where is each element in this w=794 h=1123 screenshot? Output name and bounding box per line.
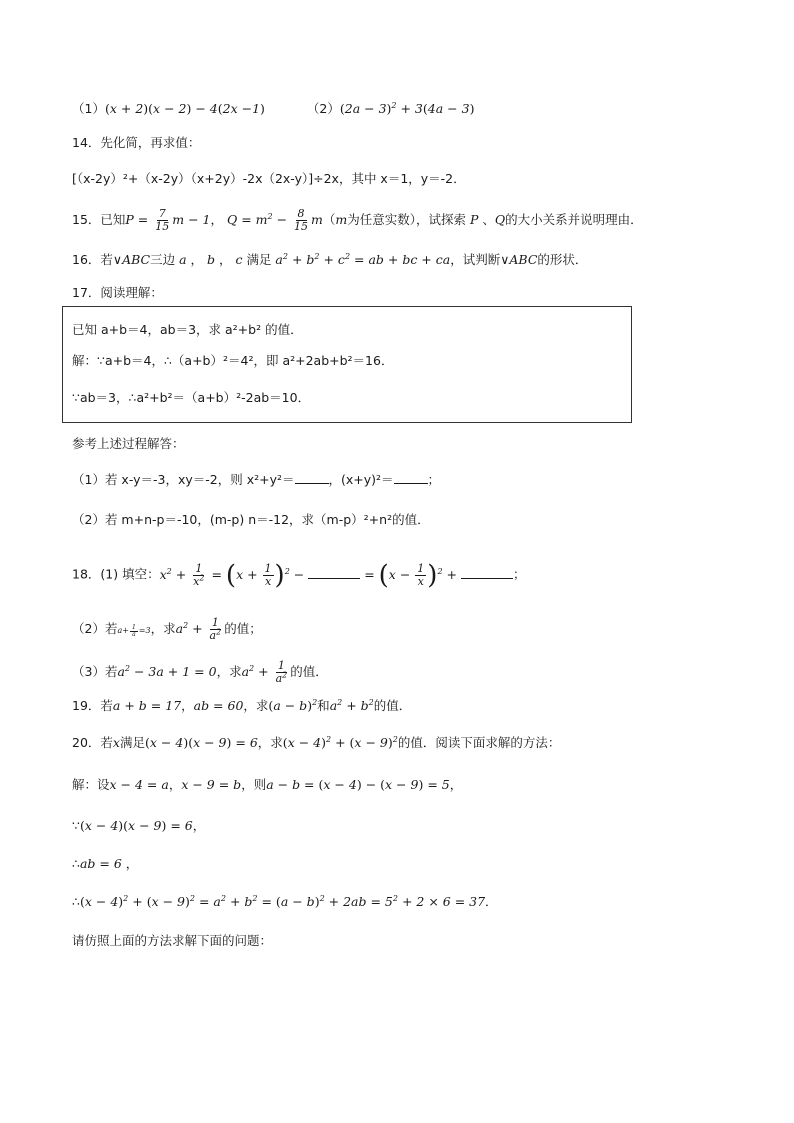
problem-20-condition: (x − 4)(x − 9) = 6 (144, 735, 258, 750)
problem-18-q2-text: ，求 (150, 621, 176, 636)
punctuation: ， (125, 856, 139, 871)
problem-17-q2: （2）若 m+n-p＝-10，(m-p) n＝-12，求（m-p）²+n²的值． (72, 512, 430, 527)
problem-16-text: ， (190, 252, 204, 267)
problem-15-line: 15．已知P = $\frac{7}{15}$ m − 1， $Q = m^2$ − $\frac{8}{15}$ m（m为任意实数），试探索 P 、Q的大小关系并说明理由． (72, 207, 643, 233)
problem-20-solution-label: 解：设 (72, 777, 110, 792)
problem-16-text: ，试判断 (450, 252, 501, 267)
problem-17-q1-text: ； (427, 472, 441, 487)
problem-18-q1-end: ； (512, 566, 526, 582)
problem-18-q3-text: （3）若 (72, 664, 118, 679)
problem-16-text: 三边 (150, 252, 176, 267)
problem-20-text: ， (168, 777, 182, 792)
problem-18-q2-text: 的值； (224, 621, 262, 636)
var-m: m (335, 212, 348, 227)
problem-17-q1-text: （1）若 x-y＝-3，xy＝-2，则 x²+y²＝ (72, 472, 295, 487)
problem-20-line (72, 734, 560, 752)
problem-19-text: 的值． (373, 698, 412, 713)
problem-19-text: ，求 (243, 698, 269, 713)
problem-20-solution-3 (72, 855, 138, 873)
problem-13-expr-2: $(2a - 3)^2 + 3(4a - 3)$ (339, 100, 475, 116)
sub-b: x − 9 = b (181, 777, 242, 792)
answer-blank[interactable] (295, 483, 329, 484)
ab-value: ab = 6 (79, 856, 122, 871)
problem-19-condition-1: a + b = 17 (112, 698, 182, 713)
problem-18-q2-target: $a^2$ + $\frac{1}{a^2}$ (175, 616, 222, 642)
var-a: a (175, 252, 191, 267)
problem-17-q1-text: ，(x+y)²＝ (328, 472, 394, 487)
expr-Q-definition: $Q = m^2$ − $\frac{8}{15}$ m (226, 207, 323, 233)
a-minus-b: a − b = (x − 4) − (x − 9) = 5 (266, 777, 450, 792)
problem-18-q1-label: 18．(1) 填空： (72, 566, 160, 582)
var-P: P (466, 212, 483, 227)
problem-17-title: 17．阅读理解： (72, 285, 163, 300)
var-c: c (231, 252, 247, 267)
problem-16-text: 的形状． (537, 252, 588, 267)
problem-18-q3 (72, 660, 328, 685)
problem-16-text: 满足 (246, 252, 272, 267)
problem-15-label: 15．已知 (72, 212, 126, 227)
problem-18-q1 (72, 562, 525, 588)
problem-20-instruction: 请仿照上面的方法求解下面的问题： (72, 933, 273, 948)
reading-box-line-1: 已知 a+b＝4，ab＝3，求 a²+b² 的值． (72, 322, 303, 337)
problem-18-identity-2: = (x − $\frac{1}{x}$ )$^2$ + (360, 560, 461, 590)
given-product: (x − 4)(x − 9) = 6 (79, 818, 193, 833)
problem-20-target: $(x - 4)^2 + (x - 9)^2$ (282, 734, 398, 750)
therefore-symbol: ∴ (72, 894, 80, 909)
triangle-ABC: ∨ABC (500, 252, 538, 267)
punctuation: ， (192, 818, 206, 833)
problem-19-text: ， (181, 698, 194, 713)
problem-18-q3-text: 的值． (290, 664, 328, 679)
problem-13-item-2: （2） (306, 101, 340, 116)
problem-16-line (72, 251, 587, 269)
problem-14-title: 14．先化简，再求值： (72, 135, 201, 150)
reading-box-line-3: ∵ab＝3，∴a²+b²＝（a+b）²-2ab＝10． (72, 390, 311, 405)
problem-17-reference: 参考上述过程解答： (72, 436, 185, 451)
therefore-symbol: ∴ (72, 856, 80, 871)
problem-19-line (72, 697, 411, 715)
final-computation: $(x - 4)^2 + (x - 9)^2 = a^2 + b^2 = (a - b)^2 + 2ab = 5^2 + 2 \times 6 = 37$ (79, 893, 486, 909)
expr-P-definition: P = $\frac{7}{15}$ m − 1 (125, 207, 211, 233)
problem-19-target-1: $(a - b)^2$ (268, 697, 318, 713)
problem-19-label: 19．若 (72, 698, 113, 713)
problem-20-text: ，求 (257, 735, 283, 750)
var-Q: Q (494, 212, 506, 227)
problem-19-text: 和 (317, 698, 330, 713)
var-x: x (112, 735, 120, 750)
problem-16-equation: $a^2 + b^2 + c^2$ = ab + bc + ca (271, 251, 451, 267)
answer-blank[interactable] (394, 483, 428, 484)
problem-15-text: （ (322, 212, 336, 227)
triangle-ABC: ∨ABC (112, 252, 151, 267)
problem-15-text: 的大小关系并说明理由． (505, 212, 643, 227)
problem-18-identity-1: $x^2$ + $\frac{1}{x^2}$ = (x + $\frac{1}{x}$ )$^2$ − (159, 560, 309, 590)
problem-20-text: 的值．阅读下面求解的方法： (397, 735, 561, 750)
problem-14-expression: [（x-2y）²+（x-2y）（x+2y）-2x（2x-y）]÷2x，其中 x＝1，y＝-2． (72, 171, 466, 186)
var-b: b (203, 252, 219, 267)
answer-blank[interactable] (461, 578, 513, 579)
problem-18-q2-text: （2）若 (72, 621, 118, 636)
because-symbol: ∵ (72, 818, 80, 833)
problem-19-target-2: $a^2 + b^2$ (329, 697, 374, 713)
problem-20-solution-4 (72, 893, 498, 911)
problem-16-text: ， (218, 252, 232, 267)
problem-18-q3-target: $a^2$ + $\frac{1}{a^2}$ (241, 659, 288, 685)
reading-box-line-2: 解：∵a+b＝4，∴（a+b）²＝4²，即 a²+2ab+b²＝16． (72, 353, 394, 368)
answer-blank[interactable] (308, 578, 360, 579)
problem-13-item-1: （1） (72, 101, 105, 116)
problem-20-text: ， (449, 777, 463, 792)
problem-20-text: 满足 (119, 735, 145, 750)
punctuation: ． (485, 894, 498, 909)
problem-18-q2 (72, 617, 262, 642)
problem-13-line (72, 100, 474, 118)
problem-18-q2-condition: a+ $\frac{1}{a}$ =3 (117, 623, 151, 638)
problem-20-text: ，则 (241, 777, 267, 792)
problem-20-solution-2 (72, 817, 205, 835)
problem-16-label: 16．若 (72, 252, 113, 267)
problem-15-text: 、 (482, 212, 495, 227)
sub-a: x − 4 = a (109, 777, 169, 792)
problem-17-q1 (72, 471, 440, 489)
problem-18-q3-condition: $a^2 - 3a + 1 = 0$ (117, 663, 217, 679)
problem-20-solution-1 (72, 776, 462, 794)
problem-13-expr-1: (x + 2)(x − 2) − 4(2x −1) (104, 101, 265, 116)
problem-15-text: 为任意实数），试探索 (347, 212, 467, 227)
problem-18-q3-text: ，求 (216, 664, 242, 679)
problem-19-condition-2: ab = 60 (193, 698, 244, 713)
problem-20-label: 20．若 (72, 735, 113, 750)
